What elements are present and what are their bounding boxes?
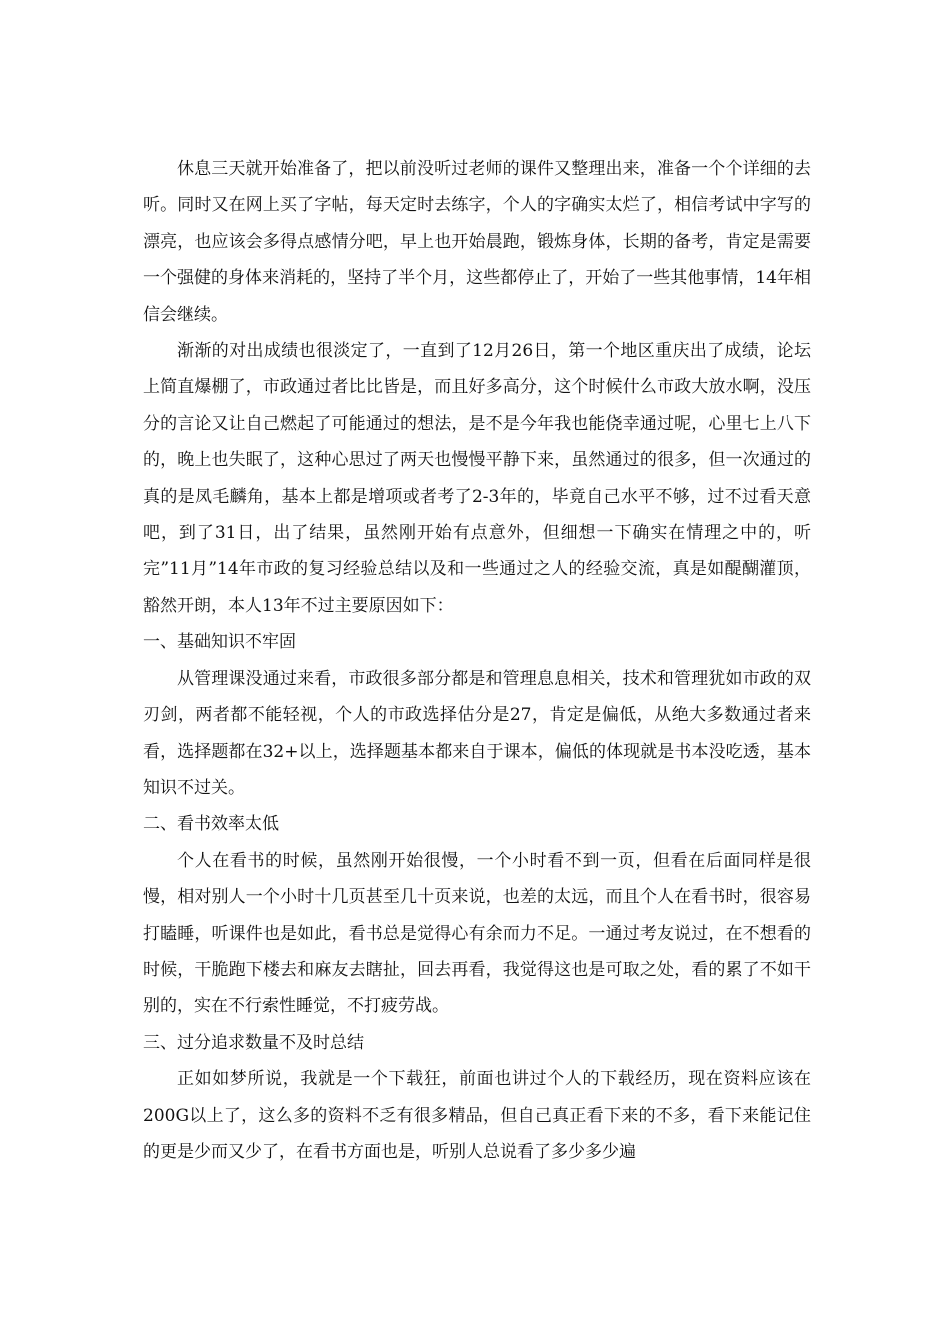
document-page <box>143 151 811 1170</box>
paragraph-results-reflection: 渐渐的对出成绩也很淡定了，一直到了12月26日，第一个地区重庆出了成绩，论坛上简直爆棚了，市政通过者比比皆是，而且好多高分，这个时候什么市政大放水啊，没压分的言论又让自己燃起了可能通过的想法，是不是今年我也能侥幸通过呢，心里七上八下的，晚上也失眠了，这种心思过了两天也慢慢平静下来，虽然通过的很多，但一次通过的真的是凤毛麟角，基本上都是增项或者考了2-3年的，毕竟自己水平不够，过不过看天意吧，到了31日，出了结果，虽然刚开始有点意外，但细想一下确实在情理之中的，听完”11月”14年市政的复习经验总结以及和一些通过之人的经验交流，真是如醍醐灌顶，豁然开朗，本人13年不过主要原因如下： <box>143 341 811 616</box>
section-body-reading-efficiency: 个人在看书的时候，虽然刚开始很慢，一个小时看不到一页，但看在后面同样是很慢，相对别人一个小时十几页甚至几十页来说，也差的太远，而且个人在看书时，很容易打瞌睡，听课件也是如此，看书总是觉得心有余而力不足。一通过考友说过，在不想看的时候，干脆跑下楼去和麻友去瞎扯，回去再看，我觉得这也是可取之处，看的累了不如干别的，实在不行索性睡觉，不打疲劳战。 <box>143 850 811 1017</box>
section-heading-basic-knowledge: 一、基础知识不牢固 <box>143 632 296 653</box>
section-heading-quantity-over-summary: 三、过分追求数量不及时总结 <box>143 1032 364 1053</box>
paragraph-rest-preparation: 休息三天就开始准备了，把以前没听过老师的课件又整理出来，准备一个个详细的去听。同时又在网上买了字帖，每天定时去练字，个人的字确实太烂了，相信考试中字写的漂亮，也应该会多得点感情分吧，早上也开始晨跑，锻炼身体，长期的备考，肯定是需要一个强健的身体来消耗的，坚持了半个月，这些都停止了，开始了一些其他事情，14年相信会继续。 <box>143 159 811 325</box>
section-body-quantity-over-summary: 正如如梦所说，我就是一个下载狂，前面也讲过个人的下载经历，现在资料应该在200G以上了，这么多的资料不乏有很多精品，但自己真正看下来的不多，看下来能记住的更是少而又少了，在看书方面也是，听别人总说看了多少多少遍 <box>143 1069 811 1162</box>
section-heading-reading-efficiency: 二、看书效率太低 <box>143 814 279 835</box>
section-body-basic-knowledge: 从管理课没通过来看，市政很多部分都是和管理息息相关，技术和管理犹如市政的双刃剑，两者都不能轻视，个人的市政选择估分是27，肯定是偏低，从绝大多数通过者来看，选择题都在32+以上，选择题基本都来自于课本，偏低的体现就是书本没吃透，基本知识不过关。 <box>143 668 811 798</box>
